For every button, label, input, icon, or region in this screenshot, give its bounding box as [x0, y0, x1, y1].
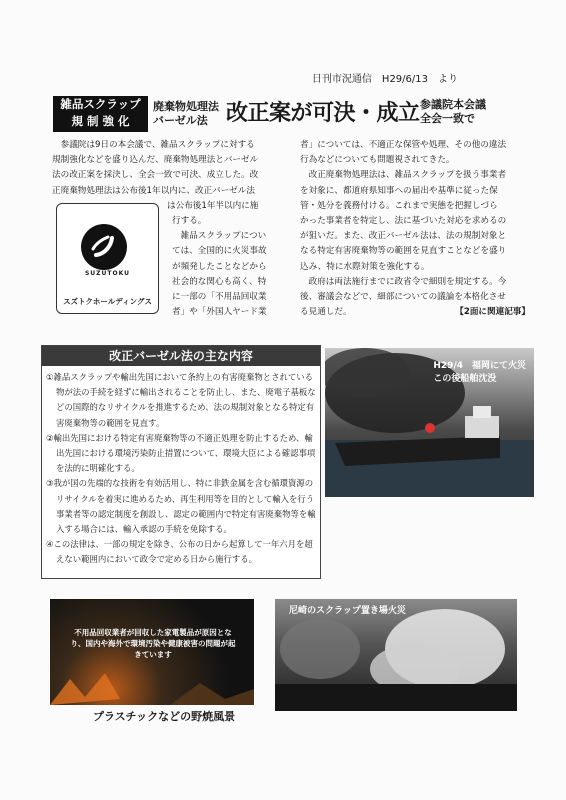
article-col1-right	[172, 214, 294, 320]
text-line: 法の改正案を採決し、全会一致で可決、成立した。改	[52, 170, 259, 181]
open-burning-caption: プラスチックなどの野焼風景	[93, 710, 236, 723]
company-logo	[56, 203, 159, 314]
ship-fire-caption	[433, 358, 526, 384]
summary-item: ③我が国の先端的な技術を有効活用し、特に非鉄金属を含む循環資源のリサイクルを着実に進めるため、再生利用等を目的として輸入を行う事業者等の認定制度を創設し、認定の範囲内で特定有害廃棄物等を輸入する場合には、輸入承認の手続を免除する。	[46, 478, 316, 535]
open-burning-photo	[50, 599, 254, 705]
text-line: 管・処分を義務付ける。これまで実態を把握しづら	[300, 200, 498, 211]
text-line: 参議院は9日の本会議で、雑品スクラップに対する	[52, 140, 255, 150]
text-line: 込み、特に水際対策を強化する。	[300, 261, 430, 272]
source-note: 日刊市況通信 H29/6/13 より	[311, 74, 458, 85]
law-name-2: バーゼル法	[153, 114, 208, 127]
ship-fire-photo	[325, 348, 534, 497]
text-line: 後、審議会などで、細部についての議論を本格化させ	[300, 292, 506, 303]
summary-item: ①雑品スクラップや輸出先国において条約上の有害廃棄物とされている物が法の手続を経ずに輸出されることを防止し、また、廃電子基板などの国際的なリサイクルを推進するため、法の規制対象となる特定有害廃棄物等の範囲を見直す。	[46, 372, 316, 428]
text-line: が狙いだ。また、改正バーゼル法は、法の規制対象と	[300, 231, 507, 242]
text-line: に一部の「不用品回収業	[172, 292, 267, 303]
text-line: 者」については、不適正な保管や処理、その他の違法	[300, 140, 507, 150]
text-line: 者」や「外国人ヤード業	[172, 307, 267, 318]
text-line: 改正廃棄物処理法は、雑品スクラップを扱う事業者	[300, 170, 507, 181]
summary-item: ②輸出先国における特定有害廃棄物等の不適正処理を防止するため、輸出先国における環境汚染防止措置について、環境大臣による確認事項を法的に明確化する。	[46, 432, 316, 474]
flames-image	[50, 669, 254, 705]
logo-company-name: スズトクホールディングス	[63, 297, 152, 306]
topic-tag-line1: 雑品スクラップ	[60, 97, 141, 111]
summary-title: 改正バーゼル法の主な内容	[42, 346, 320, 366]
summary-list	[46, 370, 316, 568]
text-line: を対象に、都道府県知事への届出や基準に従った保	[300, 185, 498, 196]
text-line: かった事業者を特定し、法に基づいた対応を求めるの	[300, 216, 507, 227]
topic-tag-line2: 規 制 強 化	[71, 114, 130, 128]
text-line: 正廃棄物処理法は公布後1年以内に、改正バーゼル法	[52, 185, 255, 196]
scrapyard-fire-label: 尼崎のスクラップ置き場火災	[289, 606, 406, 616]
scrapyard-fire-photo	[275, 599, 517, 711]
headline-sub-line1: 参議院本会議	[420, 98, 486, 111]
ship-fire-caption-line1: H29/4 福岡にて火災	[433, 361, 526, 371]
open-burning-overlay: 不用品回収業者が回収した家電製品が原因となり、国内や海外で環境汚染や健康被害の問題が起きています	[70, 628, 236, 659]
headline-sub	[420, 98, 486, 126]
headline-sub-line2: 全会一致で	[420, 112, 475, 125]
logo-mark-icon	[81, 224, 127, 270]
text-line: ては、全国的に火災事故	[172, 246, 267, 257]
article-col2	[300, 138, 530, 320]
text-line: なる特定有害廃棄物等の範囲を見直すことなどを盛り	[300, 246, 507, 257]
law-name-1: 廃棄物処理法	[153, 100, 219, 113]
topic-tag	[53, 96, 148, 132]
text-line: 規制強化などを盛り込んだ、廃棄物処理法とバーゼル	[52, 155, 259, 166]
ship-fire-caption-line2: この後船舶沈没	[433, 374, 497, 384]
summary-box	[41, 345, 321, 579]
text-line: 社会的な関心も高く、特	[172, 276, 267, 287]
text-line: 雑品スクラップについ	[172, 231, 267, 242]
logo-wordmark: SUZUTOKU	[84, 270, 131, 277]
text-line: は公布後1年半以内に施	[167, 200, 259, 211]
headline: 改正案が可決・成立	[226, 101, 420, 126]
text-line: 行する。	[172, 216, 207, 226]
related-article-link[interactable]: 【2面に関連記事】	[455, 307, 530, 318]
text-line: 行為などについても問題視されてきた。	[300, 155, 455, 166]
text-line	[300, 305, 530, 320]
text-line: が頻発したことなどから	[172, 261, 267, 272]
text-line: 政府は両法施行までに政省令で細則を規定する。今	[300, 276, 507, 287]
summary-item: ④この法律は、一部の規定を除き、公布の日から起算して一年六月を超えない範囲内において政令で定める日から施行する。	[46, 539, 313, 565]
text-line-end: る見通しだ。	[300, 307, 352, 318]
law-names	[153, 100, 219, 128]
